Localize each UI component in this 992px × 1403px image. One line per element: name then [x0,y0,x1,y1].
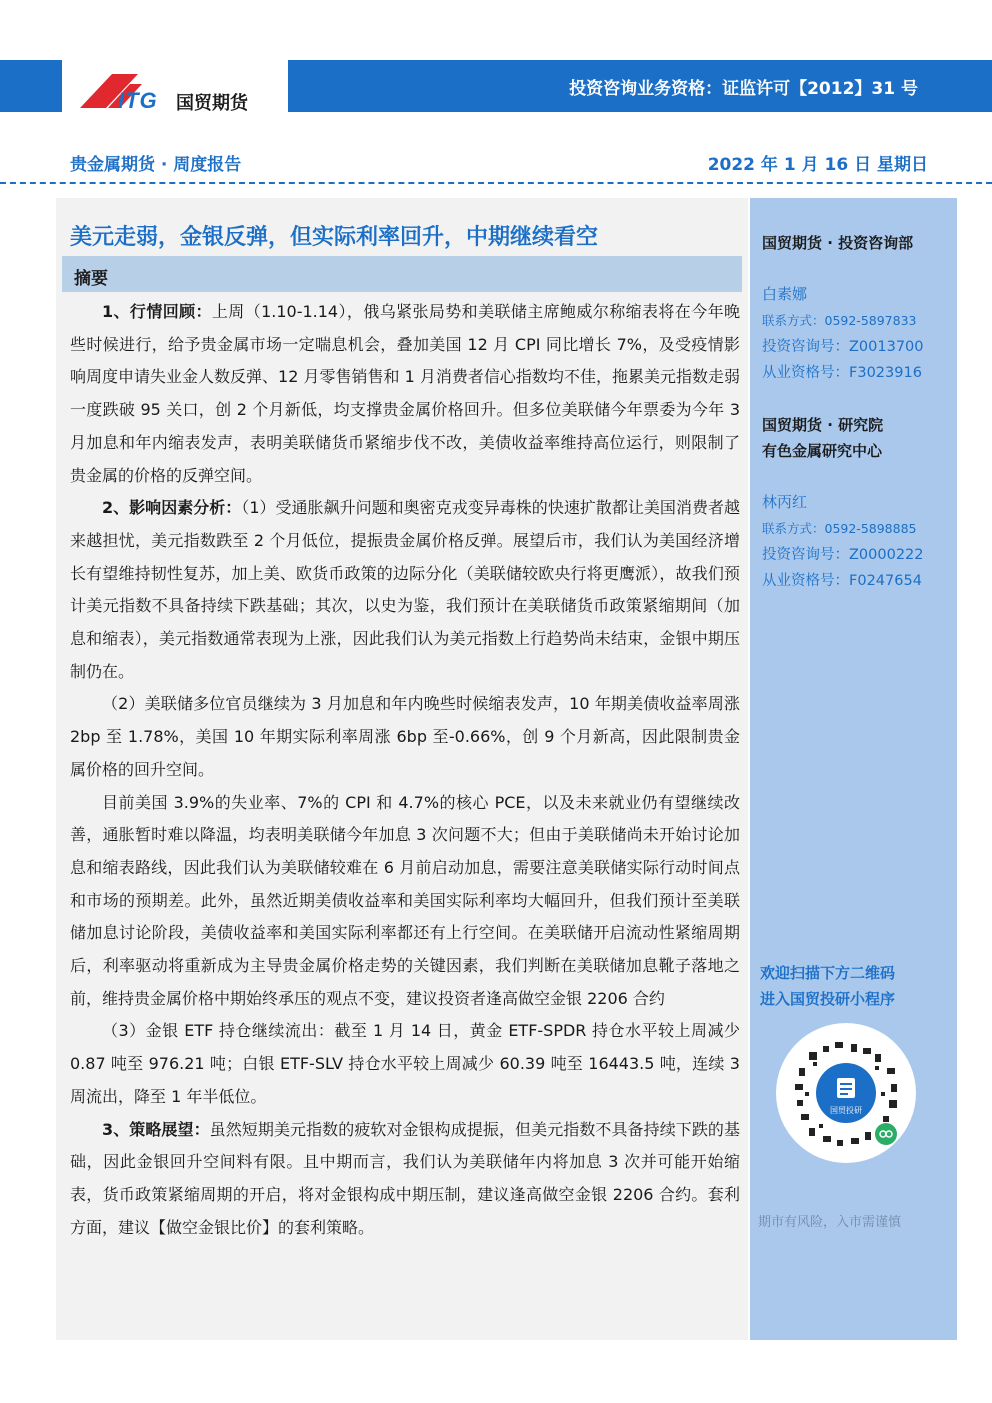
paragraph-us-outlook: 目前美国 3.9%的失业率、7%的 CPI 和 4.7%的核心 PCE，以及未来就业仍有望继续改善，通胀暂时难以降温，均表明美联储今年加息 3 次问题不大；但由于美联储尚未开始讨论加息和缩表路线，因此我们认为美联储较难在 6 月前启动加息，需要注意美联储实际行动时间点和市场的预期差。此外，虽然近期美债收益率和美国实际利率均大幅回升，但我们预计至美联储加息讨论阶段，美债收益率和美国实际利率都还有上行空间。在美联储开启流动性紧缩周期后，利率驱动将重新成为主导贵金属价格走势的关键因素，我们判断在美联储加息靴子落地之前，维持贵金属价格中期始终承压的观点不变，建议投资者逢高做空金银 2206 合约 [70,792,740,1008]
report-type: 贵金属期货 · 周度报告 [70,155,242,175]
abstract-bar [62,256,742,292]
qr-code-icon[interactable] [775,1022,917,1164]
analyst2-contact: 联系方式：0592-5898885 [762,521,917,536]
institute-line1: 国贸期货 · 研究院 [762,416,884,434]
analyst1-contact: 联系方式：0592-5897833 [762,313,917,328]
paragraph-fed-officials: （2）美联储多位官员继续为 3 月加息和年内晚些时候缩表发声，10 年期美债收益率周涨 2bp 至 1.78%，美国 10 年期实际利率周涨 6bp 至-0.66%，创 9 个月新高，因此限制贵金属价格的回升空间。 [70,694,740,779]
qr-label: 国贸投研 [830,1106,862,1115]
analyst2-name: 林丙红 [762,493,808,511]
institute-line2: 有色金属研究中心 [762,442,883,460]
factor-analysis-heading: 2、影响因素分析： [102,498,242,518]
report-date: 2022 年 1 月 16 日 星期日 [707,155,928,175]
market-review-heading: 1、行情回顾： [102,302,212,321]
paragraph-etf-holdings: （3）金银 ETF 持仓继续流出：截至 1 月 14 日，黄金 ETF-SPDR 持仓水平较上周减少 0.87 吨至 976.21 吨；白银 ETF-SLV 持仓水平较上周减少 60.39 吨至 16443.5 吨，连续 3 周流出，降至 1 年半低位。 [70,1021,740,1106]
scan-prompt-line2: 进入国贸投研小程序 [760,990,896,1008]
analyst1-name: 白素娜 [762,285,808,303]
analyst1-practice: 从业资格号：F3023916 [762,365,922,381]
strategy-heading: 3、策略展望： [102,1119,210,1139]
logo-itg-text: ITG [118,88,158,113]
risk-warning: 期市有风险，入市需谨慎 [758,1215,902,1230]
factor-analysis-text: （1）受通胀飙升问题和奥密克戎变异毒株的快速扩散都让美国消费者越来越担忧，美元指数跌至 2 个月低位，提振贵金属价格反弹。展望后市，我们认为美国经济增长有望维持韧性复苏，加上美、欧货币政策的边际分化（美联储较欧央行将更鹰派），故我们预计美元指数不具备持续下跌基础；其次，以史为鉴，我们预计在美联储货币政策紧缩期间（加息和缩表），美元指数通常表现为上涨，因此我们认为美元指数上行趋势尚未结束，金银中期压制仍在。 [70,498,740,681]
scan-prompt-line1: 欢迎扫描下方二维码 [760,964,896,982]
header-divider [0,182,992,184]
analyst1-advisory: 投资咨询号：Z0013700 [762,339,924,355]
paragraph-market-review [70,296,740,492]
analyst2-practice: 从业资格号：F0247654 [762,573,922,589]
analyst2-advisory: 投资咨询号：Z0000222 [762,547,924,563]
strategy-text: 虽然短期美元指数的疲软对金银构成提振，但美元指数不具备持续下跌的基础，因此金银回升空间料有限。且中期而言，我们认为美联储年内将加息 3 次并可能开始缩表，货币政策紧缩周期的开启，将对金银构成中期压制，建议逢高做空金银 2206 合约。套利方面，建议【做空金银比价】的套利策略。 [70,1119,740,1237]
market-review-text: 上周（1.10-1.14），俄乌紧张局势和美联储主席鲍威尔称缩表将在今年晚些时候进行，给予贵金属市场一定喘息机会，叠加美国 12 月 CPI 同比增长 7%，及受疫情影响周度申请失业金人数反弹、12 月零售销售和 1 月消费者信心指数均不佳，拖累美元指数走弱一度跌破 95 关口，创 2 个月新低，均支撑贵金属价格回升。但多位美联储今年票委为今年 3 月加息和年内缩表发声，表明美联储货币紧缩步伐不改，美债收益率维持高位运行，则限制了贵金属的价格的反弹空间。 [70,302,740,485]
paragraph-strategy [70,1114,740,1245]
sidebar-dept: 国贸期货 · 投资咨询部 [762,234,914,252]
paragraph-factor-analysis [70,492,740,688]
abstract-label: 摘要 [74,269,108,289]
logo-company-name: 国贸期货 [176,93,248,114]
report-body [70,296,740,1244]
page-title: 美元走弱，金银反弹，但实际利率回升，中期继续看空 [70,225,599,250]
license-text: 投资咨询业务资格：证监许可【2012】31 号 [569,79,918,99]
